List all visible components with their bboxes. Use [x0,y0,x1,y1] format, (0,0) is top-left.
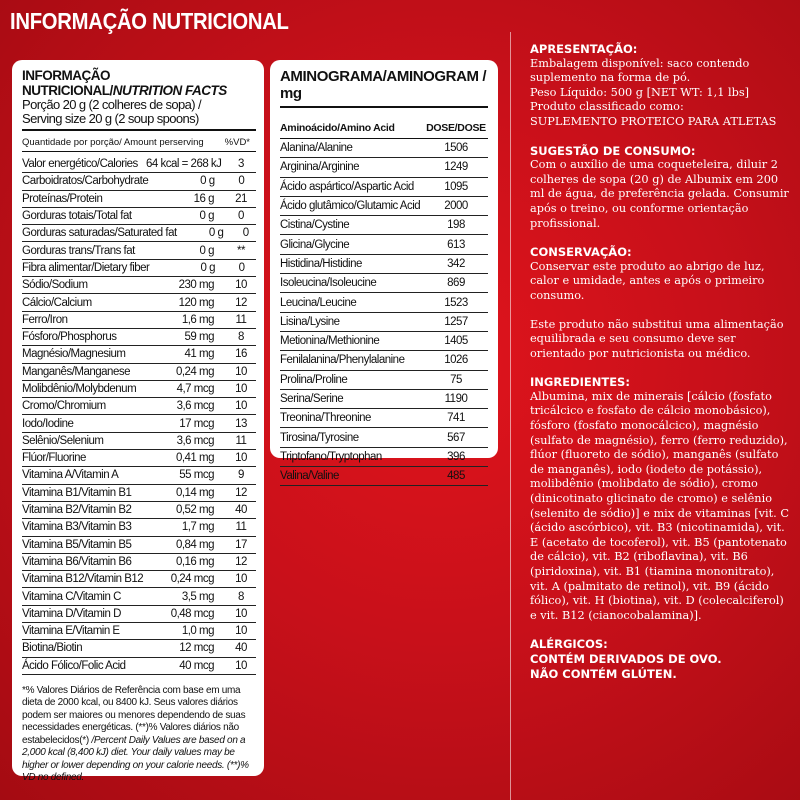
amino-acid-name: Tirosina/Tyrosine [280,431,359,444]
nutrient-name: Valor energético/Calories [22,158,138,171]
nutrient-name: Magnésio/Magnesium [22,348,126,361]
nutrient-daily-value: 40 [235,504,247,517]
amino-acid-column-header: Aminoácido/Amino Acid [280,122,395,134]
amino-acid-dose: 342 [447,257,465,270]
nutrient-daily-value: 10 [235,400,247,413]
nutrient-name: Vitamina C/Vitamin C [22,590,121,603]
amino-acid-name: Prolina/Proline [280,373,348,386]
ingredientes-text: Albumina, mix de minerais [cálcio (fosfato tricálcico e fosfato de cálcio monobásico), fósforo (fosfato monocálcico), magnésio (sulfato de magnésio), ferro (ferro reduzido), flúor (fluoreto de sódio), manganês (sulfato de manganês), iodo (iodeto de potássio), molibdênio (molibdato de sódio), cromo (dinicotinato glicinato de cromo) e selênio (selenito de sódio)] e mix de vitaminas [vit. C (ácido ascórbico), vit. B3 (nicotinamida), vit. E (acetato de tocoferol), vit. B5 (pantotenato de cálcio), vit. B2 (riboflavina), vit. B6 (piridoxina), vit. B1 (tiamina mononitrato), vit. A (palmitato de retinol), vit. B9 (ácido fólico), vit. H (biotina), vit. D (colecalciferol) e vit. B12 (cianocobalamina)]. [530,389,790,622]
amino-acid-dose: 198 [447,219,465,232]
amino-acid-dose: 869 [447,277,465,290]
nutrient-amount: 55 mcg [179,469,214,482]
nutrient-name: Fibra alimentar/Dietary fiber [22,261,150,274]
footnote-en: /Percent Daily Values are based on a 2,000 kcal (8,400 kJ) diet. Your daily values may be higher or lower depending on your calorie needs. (**)% VD no defined. [22,734,249,784]
nutrient-name: Gorduras trans/Trans fat [22,244,135,257]
nutrient-daily-value: 8 [238,590,244,603]
nutrient-amount: 41 mg [184,348,214,361]
amino-acid-name: Valina/Valine [280,470,339,483]
alergicos-heading: ALÉRGICOS: [530,637,608,652]
nutrient-name: Sódio/Sodium [22,279,88,292]
nutrient-name: Flúor/Fluorine [22,452,86,465]
nutrient-daily-value: 21 [235,192,247,205]
nutrition-row [22,588,256,605]
ingredientes-section [530,375,792,623]
nutrition-row [22,519,256,536]
nutrient-daily-value: 12 [235,486,247,499]
nutrition-rows [22,156,256,675]
nutrition-row [22,485,256,502]
nutrient-daily-value: ** [237,244,245,257]
amino-acid-dose: 613 [447,238,465,251]
column-divider [510,32,511,800]
nutrition-row [22,415,256,432]
amino-acid-dose: 75 [450,373,462,386]
aminogram-row [280,332,488,351]
amino-acid-name: Histidina/Histidine [280,257,362,270]
nutrient-name: Gorduras totais/Total fat [22,210,132,223]
aminogram-row [280,158,488,177]
apresentacao-text: Embalagem disponível: saco contendo suplemento na forma de pó. [530,56,750,85]
nutrition-row [22,571,256,588]
nutrient-daily-value: 13 [235,417,247,430]
nutrient-daily-value: 9 [238,469,244,482]
aminogram-title: AMINOGRAMA/AMINOGRAM / mg [280,68,488,108]
dose-column-header: DOSE/DOSE [426,122,486,134]
nutrient-daily-value: 10 [235,659,247,672]
amino-acid-dose: 1523 [444,296,468,309]
nutrition-row [22,554,256,571]
nutrition-row [22,450,256,467]
nutrient-amount: 1,7 mg [181,521,214,534]
nutrition-heading-en: NUTRITION FACTS [112,83,227,98]
conservacao-section [530,245,792,361]
nutrient-amount: 59 mg [184,331,214,344]
aminogram-panel [270,60,498,483]
nutrient-amount: 0 g [200,261,216,274]
amino-acid-name: Leucina/Leucine [280,296,357,309]
nutrient-name: Manganês/Manganese [22,365,130,378]
amino-acid-name: Serina/Serine [280,393,344,405]
nutrient-name: Vitamina A/Vitamin A [22,469,119,482]
aminogram-row [280,313,488,332]
serving-size-en: Serving size 20 g (2 soup spoons) [22,112,256,131]
nutrition-row [22,294,256,311]
nutrient-daily-value: 0 [238,261,245,274]
sugestao-section [530,144,792,232]
amino-acid-dose: 1249 [444,161,468,174]
nutrition-row [22,191,256,208]
nutrition-heading-pt: INFORMAÇÃO NUTRICIONAL/ [22,68,113,98]
nutrient-daily-value: 40 [235,642,247,655]
nutrition-row [22,346,256,363]
amount-label: Quantidade por porção/ Amount perserving [22,137,204,148]
page-title: INFORMAÇÃO NUTRICIONAL [10,8,289,34]
nutrient-amount: 4,7 mcg [176,383,214,395]
nutrition-heading [22,68,256,98]
aminogram-row [280,467,488,486]
amino-acid-name: Treonina/Threonine [280,412,371,425]
nutrient-daily-value: 11 [235,434,247,447]
nutrient-name: Vitamina E/Vitamin E [22,625,120,638]
footnote-pt: *% Valores Diários de Referência com base em uma dieta de 2000 kcal, ou 8400 kJ. Seus valores diários podem ser maiores ou menores dependendo de suas necessidades energéticas. (**)% Valores diários não estabelecidos(*) [22,684,246,746]
apresentacao-heading: APRESENTAÇÃO: [530,42,638,56]
nutrition-row [22,312,256,329]
nutrient-amount: 17 mcg [179,417,214,430]
nutrient-amount: 64 kcal = 268 kJ [146,158,222,171]
nutrition-row [22,433,256,450]
nutrition-row [22,173,256,190]
nutrient-amount: 0,84 mg [175,538,214,551]
amino-acid-dose: 2000 [444,200,468,213]
amino-acid-name: Lisina/Lysine [280,315,340,328]
aminogram-row [280,139,488,158]
nutrient-daily-value: 11 [235,313,247,326]
sugestao-text: Com o auxílio de uma coqueteleira, diluir 2 colheres de sopa (20 g) de Albumix em 200 ml de água, de preferência gelada. Consumir após o treino, ou conforme orientação profissional. [530,158,789,230]
nutrition-row [22,208,256,225]
nutrition-facts-panel [12,60,264,784]
aminogram-row [280,371,488,390]
nutrition-row [22,242,256,259]
nutrient-name: Gorduras saturadas/Saturated fat [22,227,177,240]
aminogram-rows [280,139,488,486]
amount-header [22,131,256,152]
aminogram-row [280,197,488,216]
aminogram-row [280,216,488,235]
daily-value-label: %VD* [224,137,250,148]
nutrient-amount: 0 g [199,210,214,223]
nutrition-row [22,225,256,242]
aminogram-header [280,108,488,139]
nutrient-daily-value: 10 [235,279,247,292]
ingredientes-heading: INGREDIENTES: [530,375,630,390]
nutrient-daily-value: 0 [242,227,249,240]
amino-acid-dose: 741 [447,412,465,425]
nutrient-name: Vitamina B1/Vitamin B1 [22,486,132,499]
nutrient-amount: 3,6 mcg [176,434,214,447]
amino-acid-name: Glicina/Glycine [280,238,350,251]
nutrient-amount: 0 g [200,175,215,188]
nutrient-daily-value: 10 [235,452,247,465]
nutrient-name: Vitamina B2/Vitamin B2 [22,504,132,517]
serving-size-pt: Porção 20 g (2 colheres de sopa) / [22,97,202,112]
nutrition-footnote [22,685,256,785]
aminogram-row [280,178,488,197]
nutrient-name: Vitamina B3/Vitamin B3 [22,521,132,534]
nutrient-amount: 0,16 mg [175,555,214,568]
alergicos-gluten: NÃO CONTÉM GLÚTEN. [530,666,677,681]
nutrient-daily-value: 12 [235,555,247,568]
nutrient-daily-value: 0 [238,175,245,188]
nutrient-amount: 3,6 mcg [176,400,214,413]
aminogram-row [280,274,488,293]
amino-acid-name: Triptofano/Tryptophan [280,450,382,463]
amino-acid-dose: 1190 [444,393,468,405]
amino-acid-dose: 1405 [444,335,468,348]
nutrient-daily-value: 11 [235,521,247,534]
nutrient-amount: 12 mcg [179,642,214,655]
nutrient-daily-value: 10 [235,365,247,378]
nutrition-row [22,640,256,657]
amino-acid-name: Ácido glutâmico/Glutamic Acid [280,200,421,213]
nutrient-daily-value: 17 [235,538,247,551]
nutrition-row [22,467,256,484]
nutrient-name: Ferro/Iron [22,313,68,326]
amino-acid-name: Fenilalanina/Phenylalanine [280,354,405,367]
apresentacao-classification: Produto classificado como: [530,100,684,114]
nutrient-amount: 0,48 mcg [170,607,214,620]
amino-acid-dose: 1506 [444,142,468,155]
conservacao-heading: CONSERVAÇÃO: [530,245,632,260]
amino-acid-name: Isoleucina/Isoleucine [280,277,377,290]
aviso-text: Este produto não substitui uma alimentação equilibrada e seu consumo deve ser orientado por nutricionista ou médico. [530,317,784,360]
nutrition-row [22,260,256,277]
nutrition-row [22,502,256,519]
nutrient-name: Ácido Fólico/Folic Acid [22,659,126,672]
nutrient-daily-value: 0 [238,210,244,223]
nutrient-name: Cromo/Chromium [22,400,106,413]
nutrient-amount: 3,5 mg [181,590,214,603]
amino-acid-dose: 567 [447,431,465,444]
nutrient-daily-value: 3 [238,158,244,171]
amino-acid-dose: 1026 [444,354,468,367]
nutrient-name: Vitamina B6/Vitamin B6 [22,555,132,568]
nutrient-daily-value: 16 [235,348,247,361]
nutrient-amount: 0,14 mg [175,486,214,499]
nutrient-amount: 16 g [193,192,214,205]
nutrient-name: Proteínas/Protein [22,192,103,205]
nutrient-daily-value: 10 [235,573,247,586]
nutrient-name: Cálcio/Calcium [22,296,92,309]
nutrient-amount: 40 mcg [179,659,214,672]
nutrition-row [22,364,256,381]
aminogram-row [280,351,488,370]
aminogram-row [280,255,488,274]
nutrient-name: Vitamina B12/Vitamin B12 [22,573,144,586]
nutrition-row [22,277,256,294]
nutrition-row [22,623,256,640]
alergicos-section [530,637,792,681]
nutrient-name: Vitamina B5/Vitamin B5 [22,538,132,551]
product-info-column [530,42,792,695]
nutrient-amount: 1,6 mg [181,313,214,326]
sugestao-heading: SUGESTÃO DE CONSUMO: [530,143,696,158]
nutrient-name: Iodo/Iodine [22,417,74,430]
nutrient-daily-value: 10 [235,625,247,638]
amino-acid-name: Cistina/Cystine [280,219,350,232]
nutrient-amount: 0 g [199,244,214,257]
amino-acid-dose: 1257 [444,315,468,328]
nutrient-amount: 0,24 mcg [170,573,214,586]
amino-acid-dose: 396 [447,450,465,463]
aminogram-row [280,409,488,428]
conservacao-text: Conservar este produto ao abrigo de luz, calor e umidade, antes e após o primeiro consumo. [530,259,765,302]
amino-acid-dose: 1095 [444,180,468,193]
nutrient-name: Molibdênio/Molybdenum [22,383,137,395]
nutrient-name: Biotina/Biotin [22,642,83,655]
amino-acid-name: Arginina/Arginine [280,161,360,174]
apresentacao-classification-value: SUPLEMENTO PROTEICO PARA ATLETAS [530,114,777,128]
alergicos-egg: CONTÉM DERIVADOS DE OVO. [530,651,722,666]
nutrient-name: Selênio/Selenium [22,434,104,447]
nutrition-row [22,329,256,346]
aminogram-row [280,235,488,254]
apresentacao-weight: Peso Líquido: 500 g [NET WT: 1,1 lbs] [530,85,750,99]
amino-acid-dose: 485 [447,470,465,483]
nutrient-daily-value: 12 [235,296,247,309]
nutrient-name: Vitamina D/Vitamin D [22,607,121,620]
nutrient-amount: 120 mg [178,296,214,309]
nutrient-amount: 0 g [208,227,224,240]
apresentacao-section [530,42,792,130]
nutrition-row [22,658,256,675]
nutrition-row [22,398,256,415]
nutrient-amount: 1,0 mg [181,625,214,638]
nutrient-daily-value: 10 [235,383,247,395]
nutrition-row [22,156,256,173]
nutrient-name: Carboidratos/Carbohydrate [22,175,149,188]
nutrition-row [22,606,256,623]
nutrition-row [22,381,256,398]
nutrient-daily-value: 8 [238,331,244,344]
amino-acid-name: Ácido aspártico/Aspartic Acid [280,180,414,193]
nutrient-amount: 230 mg [178,279,214,292]
nutrient-amount: 0,24 mg [175,365,214,378]
aminogram-row [280,428,488,447]
amino-acid-name: Alanina/Alanine [280,142,353,155]
aminogram-row [280,293,488,312]
nutrient-amount: 0,52 mg [175,504,214,517]
nutrient-name: Fósforo/Phosphorus [22,331,117,344]
aminogram-row [280,448,488,467]
amino-acid-name: Metionina/Methionine [280,335,380,348]
nutrient-amount: 0,41 mg [175,452,214,465]
nutrient-daily-value: 10 [235,607,247,620]
nutrition-row [22,537,256,554]
aminogram-row [280,390,488,409]
